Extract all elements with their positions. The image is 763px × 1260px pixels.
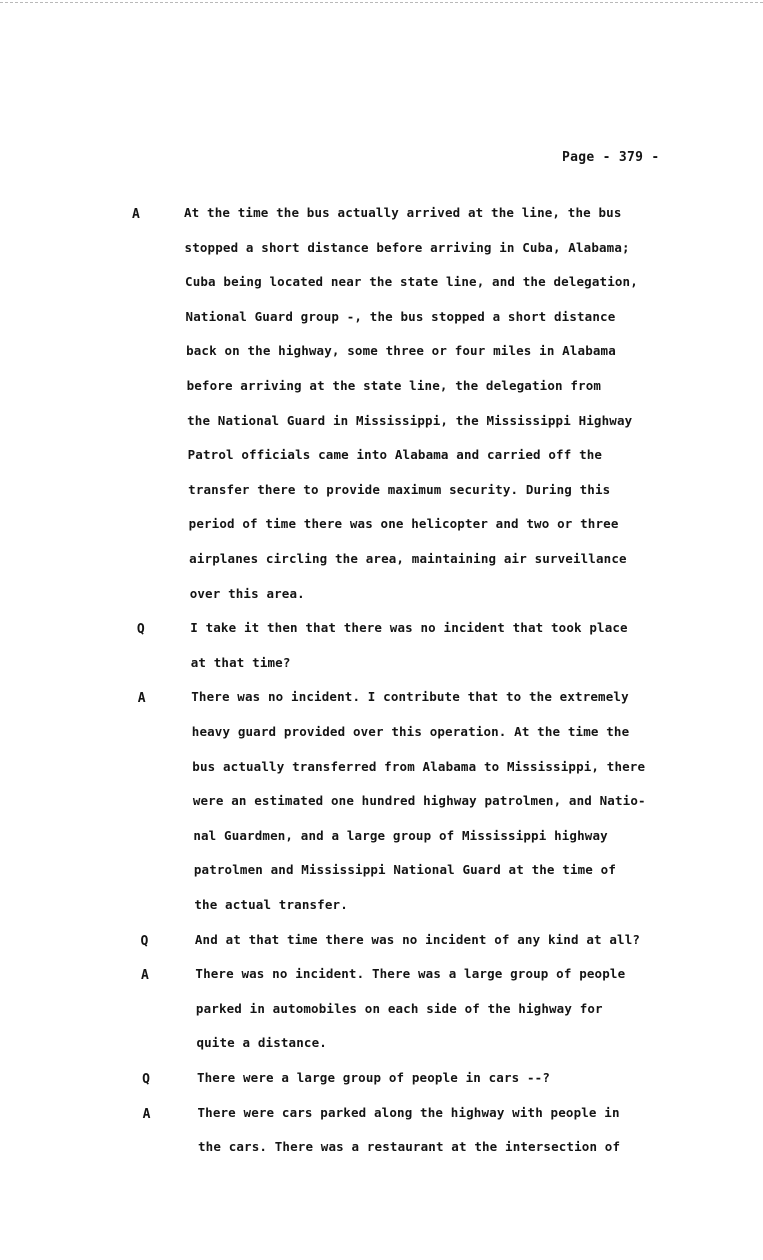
speaker-label: Q	[140, 933, 149, 949]
speaker-label: A	[137, 691, 146, 707]
transcript-line: quite a distance.	[196, 1035, 327, 1051]
top-scan-rule	[0, 2, 763, 3]
transcript-line: back on the highway, some three or four miles in Alabama	[186, 343, 616, 359]
speaker-label: Q	[142, 1072, 150, 1087]
transcript-line: patrolmen and Mississippi National Guard at the time of	[193, 862, 617, 878]
transcript-line: were an estimated one hundred highway patrolmen, and Natio-	[192, 793, 646, 809]
transcript-line: period of time there was one helicopter and two or three	[188, 516, 619, 532]
transcript-line: National Guard group -, the bus stopped a short distance	[185, 308, 616, 324]
speaker-label: A	[132, 207, 140, 222]
transcript-line: heavy guard provided over this operation. At the time the	[191, 724, 630, 739]
transcript-line: bus actually transferred from Alabama to Mississippi, there	[192, 758, 646, 774]
transcript-line: over this area.	[189, 585, 305, 601]
transcript-line: I take it then that there was no incident that took place	[190, 620, 628, 636]
transcript-line: at that time?	[190, 654, 291, 670]
transcript-line: Patrol officials came into Alabama and carried off the	[187, 447, 603, 463]
transcript-line: There was no incident. I contribute that to the extremely	[191, 689, 629, 705]
page-number: Page - 379 -	[562, 150, 660, 165]
transcript-line: the cars. There was a restaurant at the intersection of	[198, 1139, 621, 1155]
transcript-line: parked in automobiles on each side of the highway for	[195, 1000, 603, 1016]
speaker-label: A	[142, 1106, 151, 1122]
transcript-line: And at that time there was no incident of any kind at all?	[194, 931, 641, 947]
transcript-line: There were cars parked along the highway with people in	[197, 1104, 620, 1120]
transcript-line: Cuba being located near the state line, and the delegation,	[185, 274, 638, 290]
transcript-line: airplanes circling the area, maintaining air surveillance	[189, 551, 627, 566]
transcript-line: before arriving at the state line, the delegation from	[186, 378, 602, 393]
transcript-line: There was no incident. There was a large group of people	[195, 966, 626, 982]
transcript-line: the actual transfer.	[194, 897, 348, 912]
speaker-label: Q	[136, 622, 145, 638]
speaker-label: A	[140, 968, 149, 984]
transcript-line: nal Guardmen, and a large group of Mississippi highway	[193, 827, 608, 843]
transcript-line: stopped a short distance before arriving in Cuba, Alabama;	[184, 239, 630, 255]
transcript-line: At the time the bus actually arrived at the line, the bus	[184, 205, 622, 220]
transcript-line: There were a large group of people in cars --?	[196, 1070, 551, 1085]
transcript-line: transfer there to provide maximum security. During this	[188, 481, 611, 497]
transcript-line: the National Guard in Mississippi, the Mississippi Highway	[187, 412, 633, 428]
